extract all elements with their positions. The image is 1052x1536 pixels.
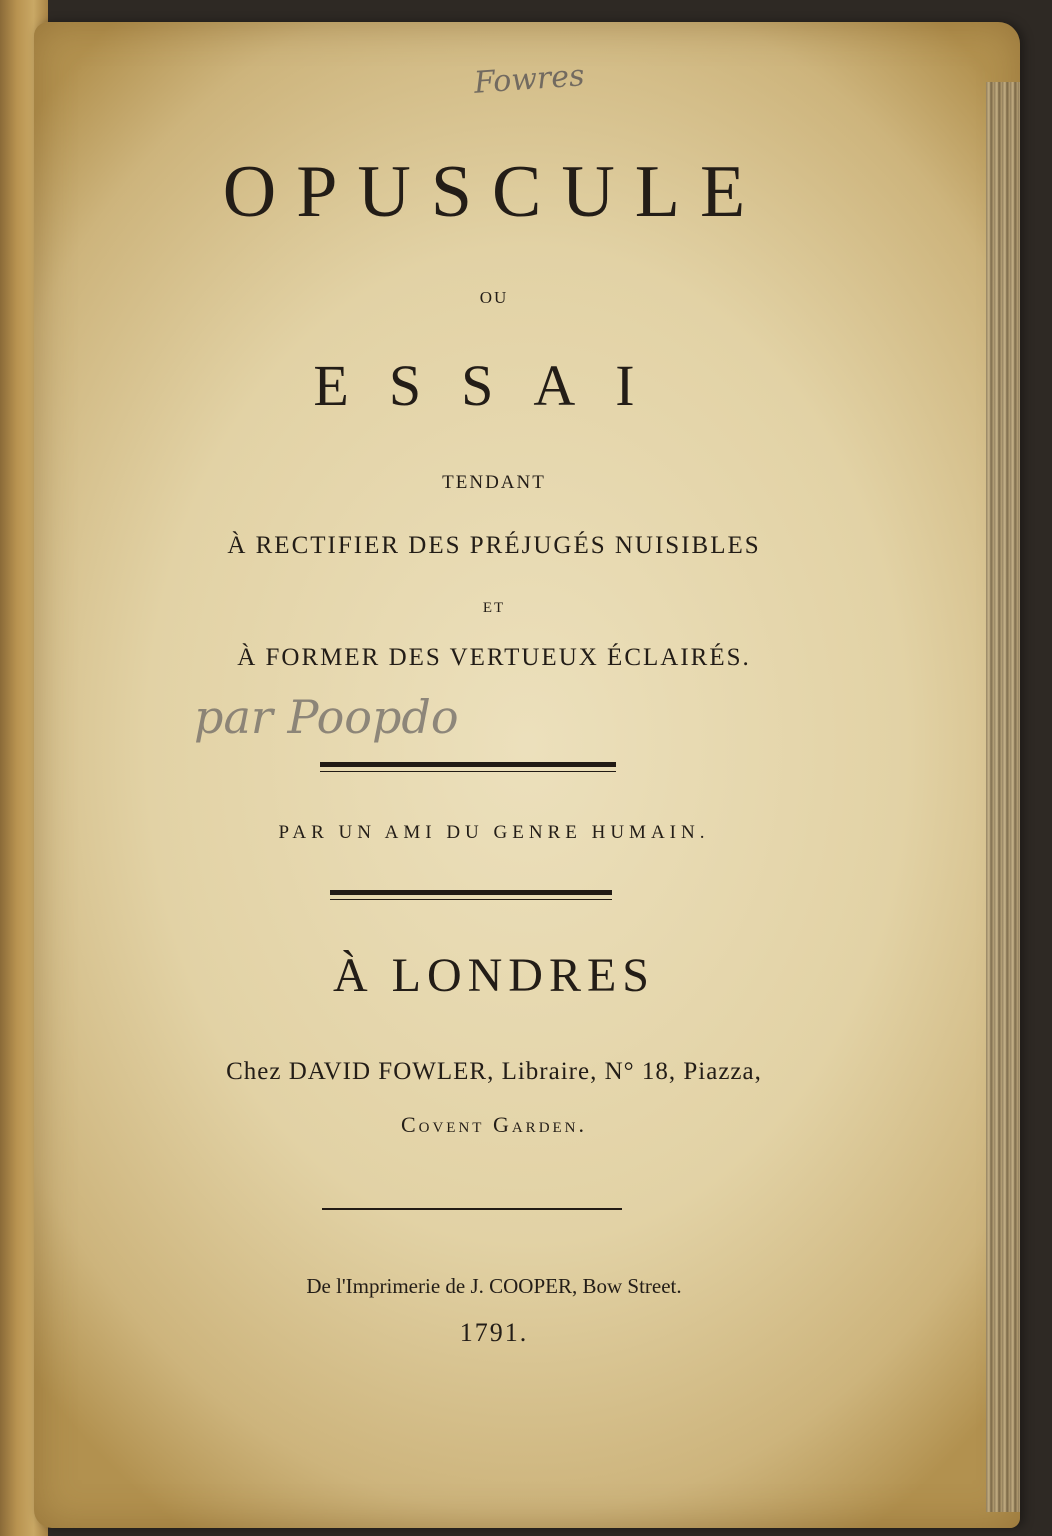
title-line-1: À RECTIFIER DES PRÉJUGÉS NUISIBLES	[227, 532, 761, 559]
pencil-annotation: par Poopdo	[194, 690, 459, 744]
rule-upper	[320, 762, 616, 772]
title-page-text	[34, 22, 1020, 1528]
title-ou: OU	[479, 288, 509, 307]
printer-line: De l'Imprimerie de J. COOPER, Bow Street.	[306, 1274, 682, 1298]
title-essai: ESSAI	[313, 353, 675, 418]
imprint-publisher-2: Covent Garden.	[400, 1112, 588, 1137]
imprint-publisher: Chez DAVID FOWLER, Libraire, N° 18, Piazza,	[226, 1058, 762, 1085]
author-line: PAR UN AMI DU GENRE HUMAIN.	[278, 822, 710, 843]
main-title: OPUSCULE	[222, 151, 766, 233]
imprint-city: À LONDRES	[332, 949, 655, 1002]
title-et: ET	[482, 600, 506, 616]
rule-imprint	[322, 1208, 622, 1210]
rule-lower	[330, 890, 612, 900]
publication-year: 1791.	[459, 1318, 529, 1347]
handwritten-signature: Fowres	[472, 58, 586, 101]
title-line-2: À FORMER DES VERTUEUX ÉCLAIRÉS.	[237, 644, 751, 671]
title-tendant: TENDANT	[442, 472, 546, 493]
